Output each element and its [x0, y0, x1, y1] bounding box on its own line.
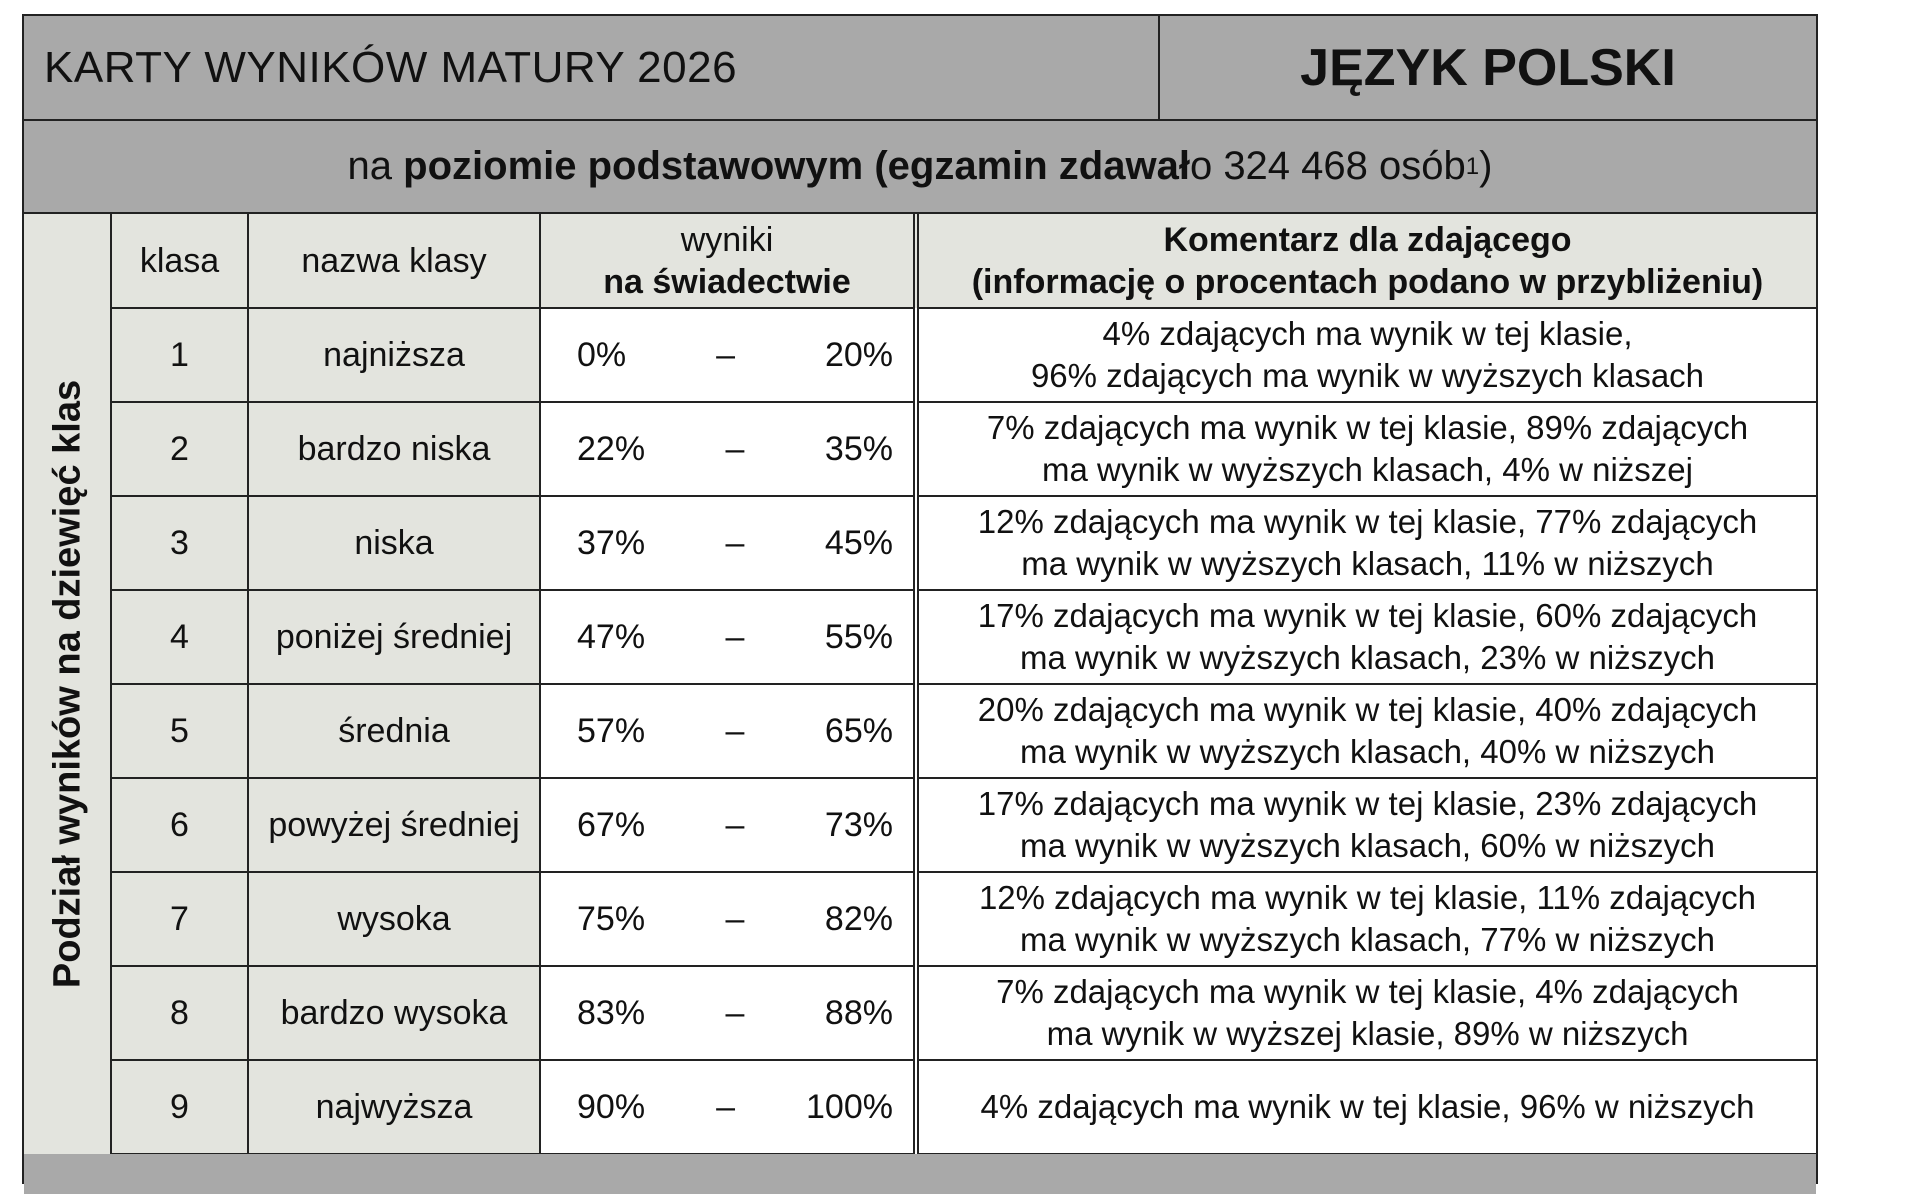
range-from: 90% [577, 1087, 646, 1126]
range-dash: – [725, 617, 745, 656]
cell-komentarz: 7% zdających ma wynik w tej klasie, 89% zdających ma wynik w wyższych klasach, 4% w niższej [916, 402, 1816, 496]
range-to: 45% [824, 523, 893, 562]
range-to: 65% [824, 711, 893, 750]
table-row [112, 308, 1816, 402]
header-wyniki-line2: na świadectwie [603, 262, 851, 301]
range-dash: – [725, 429, 745, 468]
side-label-cell [24, 214, 112, 1154]
cell-komentarz: 4% zdających ma wynik w tej klasie, 96% zdających ma wynik w wyższych klasach [916, 308, 1816, 402]
table-row [112, 402, 1816, 496]
range-to: 82% [824, 899, 893, 938]
header-komentarz [916, 214, 1816, 308]
cell-klasa: 4 [112, 590, 248, 684]
results-card-sheet [22, 14, 1818, 1184]
range-to: 20% [824, 335, 893, 374]
cell-komentarz: 12% zdających ma wynik w tej klasie, 77% zdających ma wynik w wyższych klasach, 11% w niższych [916, 496, 1816, 590]
range-dash: – [725, 805, 745, 844]
table-header-row [112, 214, 1816, 308]
subtitle-footnote-mark: 1 [1465, 152, 1480, 180]
range-from: 0% [577, 335, 627, 374]
table-row [112, 966, 1816, 1060]
cell-wyniki [540, 778, 916, 872]
cell-klasa: 3 [112, 496, 248, 590]
cell-wyniki [540, 590, 916, 684]
range-from: 47% [577, 617, 646, 656]
cell-klasa: 9 [112, 1060, 248, 1154]
cell-nazwa: bardzo wysoka [248, 966, 540, 1060]
range-dash: – [725, 711, 745, 750]
range-to: 100% [806, 1087, 893, 1126]
range-to: 35% [824, 429, 893, 468]
cell-nazwa: niska [248, 496, 540, 590]
subtitle-level: poziomie podstawowym [403, 144, 864, 188]
subtitle-exam: (egzamin zdawał [863, 144, 1190, 188]
header-nazwa-klasy: nazwa klasy [248, 214, 540, 308]
cell-wyniki [540, 496, 916, 590]
range-from: 67% [577, 805, 646, 844]
cell-komentarz: 4% zdających ma wynik w tej klasie, 96% w niższych [916, 1060, 1816, 1154]
range-from: 57% [577, 711, 646, 750]
cell-klasa: 8 [112, 966, 248, 1060]
range-dash: – [716, 1087, 735, 1126]
subject-title: JĘZYK POLSKI [1300, 38, 1676, 97]
cell-nazwa: poniżej średniej [248, 590, 540, 684]
cell-wyniki [540, 1060, 916, 1154]
header-klasa: klasa [112, 214, 248, 308]
table-row [112, 1060, 1816, 1154]
results-table [112, 214, 1816, 1155]
header-wyniki-line1: wyniki [680, 220, 774, 259]
subtitle-close: ) [1479, 144, 1493, 188]
cell-wyniki [540, 402, 916, 496]
range-from: 22% [577, 429, 646, 468]
table-row [112, 872, 1816, 966]
level-subtitle [24, 121, 1816, 214]
header-wyniki [540, 214, 916, 308]
range-dash: – [725, 899, 745, 938]
next-section-band [24, 1154, 1816, 1194]
cell-nazwa: najwyższa [248, 1060, 540, 1154]
cell-wyniki [540, 308, 916, 402]
range-to: 55% [824, 617, 893, 656]
range-dash: – [716, 335, 735, 374]
cell-klasa: 7 [112, 872, 248, 966]
header-komentarz-line1: Komentarz dla zdającego [1163, 220, 1572, 259]
title-row [24, 16, 1816, 121]
subtitle-prefix: na [347, 144, 404, 188]
subtitle-count: o 324 468 osób [1189, 144, 1466, 188]
range-from: 75% [577, 899, 646, 938]
cell-wyniki [540, 684, 916, 778]
cell-komentarz: 7% zdających ma wynik w tej klasie, 4% zdających ma wynik w wyższej klasie, 89% w niższych [916, 966, 1816, 1060]
table-row [112, 778, 1816, 872]
range-dash: – [725, 523, 745, 562]
cell-klasa: 1 [112, 308, 248, 402]
cell-wyniki [540, 966, 916, 1060]
cell-komentarz: 12% zdających ma wynik w tej klasie, 11% zdających ma wynik w wyższych klasach, 77% w niższych [916, 872, 1816, 966]
cell-nazwa: wysoka [248, 872, 540, 966]
cell-komentarz: 17% zdających ma wynik w tej klasie, 23% zdających ma wynik w wyższych klasach, 60% w niższych [916, 778, 1816, 872]
cell-komentarz: 20% zdających ma wynik w tej klasie, 40% zdających ma wynik w wyższych klasach, 40% w niższych [916, 684, 1816, 778]
cell-klasa: 2 [112, 402, 248, 496]
range-dash: – [725, 993, 745, 1032]
cell-nazwa: najniższa [248, 308, 540, 402]
side-label-text: Podział wyników na dziewięć klas [46, 379, 89, 989]
cell-nazwa: bardzo niska [248, 402, 540, 496]
table-row [112, 590, 1816, 684]
card-title: KARTY WYNIKÓW MATURY 2026 [24, 16, 1160, 119]
range-from: 83% [577, 993, 646, 1032]
header-komentarz-line2: (informację o procentach podano w przybliżeniu) [971, 262, 1764, 301]
cell-nazwa: średnia [248, 684, 540, 778]
range-to: 73% [824, 805, 893, 844]
cell-komentarz: 17% zdających ma wynik w tej klasie, 60% zdających ma wynik w wyższych klasach, 23% w niższych [916, 590, 1816, 684]
cell-klasa: 5 [112, 684, 248, 778]
cell-nazwa: powyżej średniej [248, 778, 540, 872]
table-row [112, 684, 1816, 778]
range-to: 88% [824, 993, 893, 1032]
range-from: 37% [577, 523, 646, 562]
cell-klasa: 6 [112, 778, 248, 872]
cell-wyniki [540, 872, 916, 966]
table-row [112, 496, 1816, 590]
